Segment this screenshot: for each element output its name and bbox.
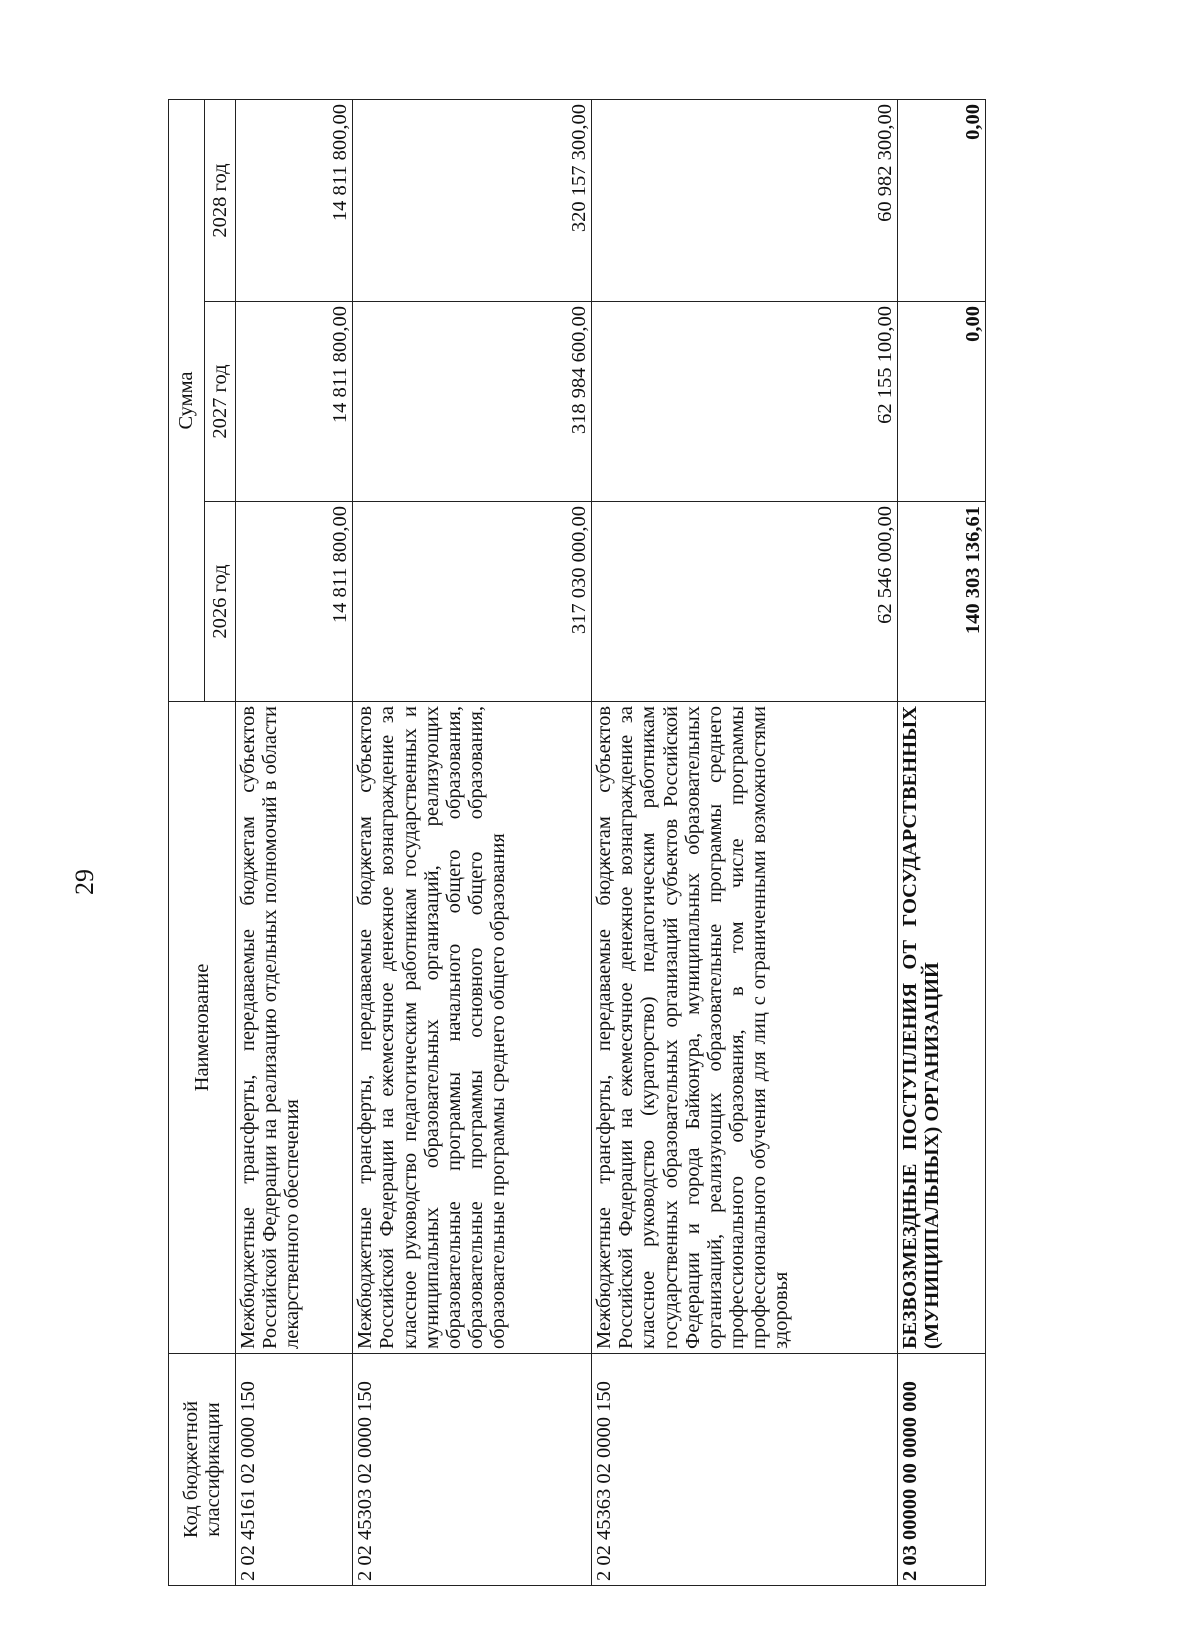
row-code: 2 02 45363 02 0000 150 (592, 1354, 898, 1586)
header-year-2026: 2026 год (204, 502, 235, 702)
row-sum-2028: 320 157 300,00 (353, 99, 592, 301)
row-name: Межбюджетные трансферты, передаваемые бюджетам субъектов Российской Федерации на реализацию отдельных полномочий в области лекарственного обеспечения (236, 702, 353, 1354)
row-sum-2028: 14 811 800,00 (236, 99, 353, 301)
row-sum-2026: 317 030 000,00 (353, 502, 592, 702)
row-code: 2 03 00000 00 0000 000 (898, 1354, 986, 1586)
budget-table (168, 99, 986, 1586)
row-sum-2026: 14 811 800,00 (236, 502, 353, 702)
row-sum-2028: 0,00 (898, 99, 986, 301)
row-name: Межбюджетные трансферты, передаваемые бюджетам субъектов Российской Федерации на ежемесячное денежное вознаграждение за классное руководство (кураторство) педагогическим работникам государственных образовательных организаций субъектов Российской Федерации и города Байконура, муниципальных образовательных организаций, реализующих образовательные программы среднего профессионального образования, в том числе программы профессионального обучения для лиц с ограниченными возможностями здоровья (592, 702, 898, 1354)
row-name: Межбюджетные трансферты, передаваемые бюджетам субъектов Российской Федерации на ежемесячное денежное вознаграждение за классное руководство педагогическим работникам государственных и муниципальных образовательных организаций, реализующих образовательные программы начального общего образования, образовательные программы основного общего образования, образовательные программы среднего общего образования (353, 702, 592, 1354)
header-year-2028: 2028 год (204, 99, 235, 301)
page-number (70, 862, 110, 902)
table-row (353, 99, 592, 1585)
page-number-text: 29 (70, 869, 99, 895)
row-sum-2027: 318 984 600,00 (353, 302, 592, 502)
rotated-table-wrapper (168, 100, 986, 1586)
row-sum-2026: 62 546 000,00 (592, 502, 898, 702)
header-code: Код бюджетной классификации (169, 1354, 236, 1586)
table-row-total (898, 99, 986, 1585)
row-sum-2027: 0,00 (898, 302, 986, 502)
header-sum: Сумма (169, 99, 205, 701)
row-sum-2026: 140 303 136,61 (898, 502, 986, 702)
header-name: Наименование (169, 702, 236, 1354)
header-year-2027: 2027 год (204, 302, 235, 502)
row-code: 2 02 45161 02 0000 150 (236, 1354, 353, 1586)
row-code: 2 02 45303 02 0000 150 (353, 1354, 592, 1586)
row-name: БЕЗВОЗМЕЗДНЫЕ ПОСТУПЛЕНИЯ ОТ ГОСУДАРСТВЕННЫХ (МУНИЦИПАЛЬНЫХ) ОРГАНИЗАЦИЙ (898, 702, 986, 1354)
row-sum-2027: 14 811 800,00 (236, 302, 353, 502)
table-row (592, 99, 898, 1585)
table-row (236, 99, 353, 1585)
row-sum-2028: 60 982 300,00 (592, 99, 898, 301)
row-sum-2027: 62 155 100,00 (592, 302, 898, 502)
header-row (169, 99, 205, 1585)
